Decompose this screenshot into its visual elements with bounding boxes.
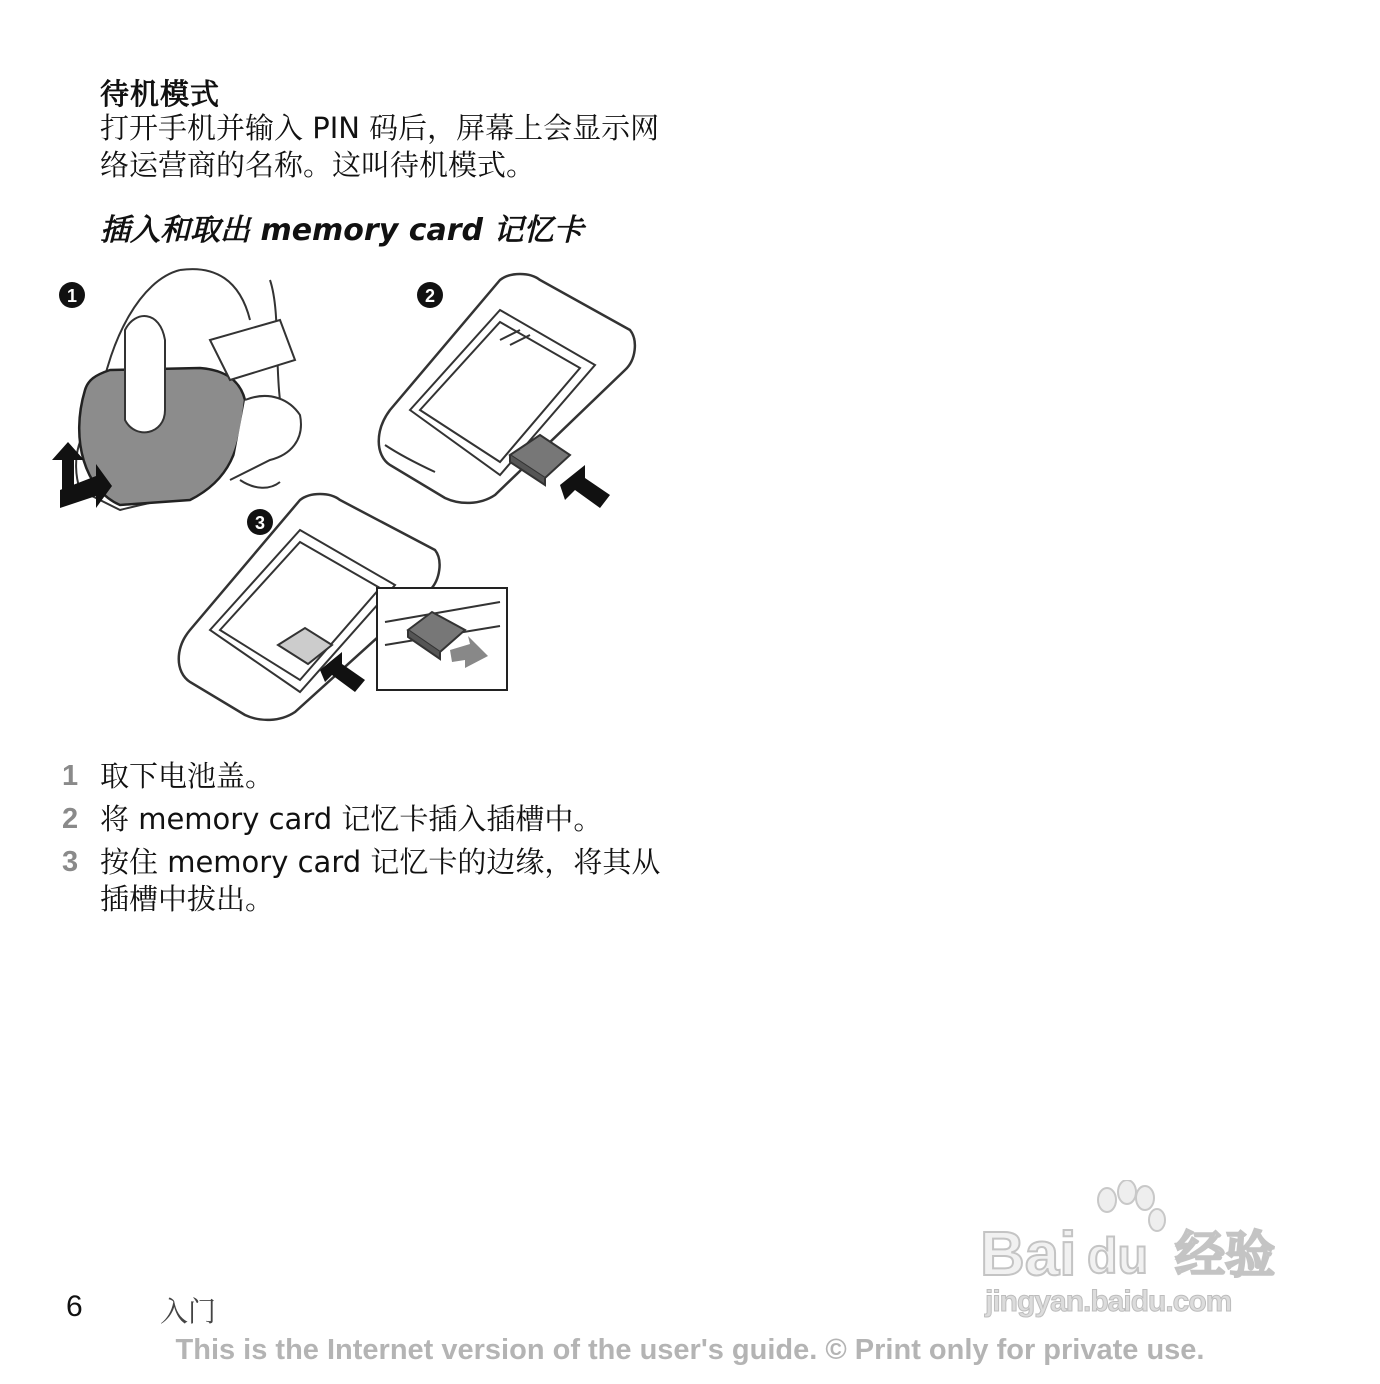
watermark-url: jingyan.baidu.com <box>985 1285 1232 1318</box>
steps-list <box>62 758 682 924</box>
step-item-1 <box>62 758 682 795</box>
step-item-3 <box>62 844 682 918</box>
step-number: 1 <box>62 760 79 792</box>
step-text: 取下电池盖。 <box>100 759 275 793</box>
logo-jingyan: 经验 <box>1175 1226 1275 1284</box>
footer-notice: This is the Internet version of the user's guide. © Print only for private use. <box>175 1334 1205 1366</box>
step-badge-3-label: 3 <box>254 513 266 533</box>
memory-card-heading: 插入和取出 memory card 记忆卡 <box>100 213 584 248</box>
baidu-logo <box>975 1180 1295 1290</box>
logo-bai: Bai <box>980 1220 1077 1289</box>
step-number: 2 <box>62 803 79 835</box>
standby-heading: 待机模式 <box>100 77 221 111</box>
section-name: 入门 <box>160 1295 217 1328</box>
panel-1-remove-cover <box>52 269 301 510</box>
memory-card-illustration <box>40 250 640 740</box>
step-number: 3 <box>62 846 79 878</box>
paw-toe-4 <box>1149 1209 1165 1231</box>
page-number: 6 <box>66 1290 83 1323</box>
step-badge-2-label: 2 <box>424 286 436 306</box>
panel-3-remove-card <box>179 494 507 720</box>
paw-toe-2 <box>1118 1180 1136 1204</box>
paw-toe-3 <box>1136 1186 1154 1210</box>
logo-du: du <box>1087 1228 1149 1284</box>
step-text: 将 memory card 记忆卡插入插槽中。 <box>100 802 603 836</box>
panel-2-insert-card <box>379 274 635 508</box>
paw-toe-1 <box>1098 1188 1116 1212</box>
step-item-2 <box>62 801 682 838</box>
step-text: 按住 memory card 记忆卡的边缘，将其从插槽中拔出。 <box>100 845 661 916</box>
step-badge-1-label: 1 <box>66 286 78 306</box>
standby-paragraph: 打开手机并输入 PIN 码后，屏幕上会显示网络运营商的名称。这叫待机模式。 <box>100 111 660 182</box>
